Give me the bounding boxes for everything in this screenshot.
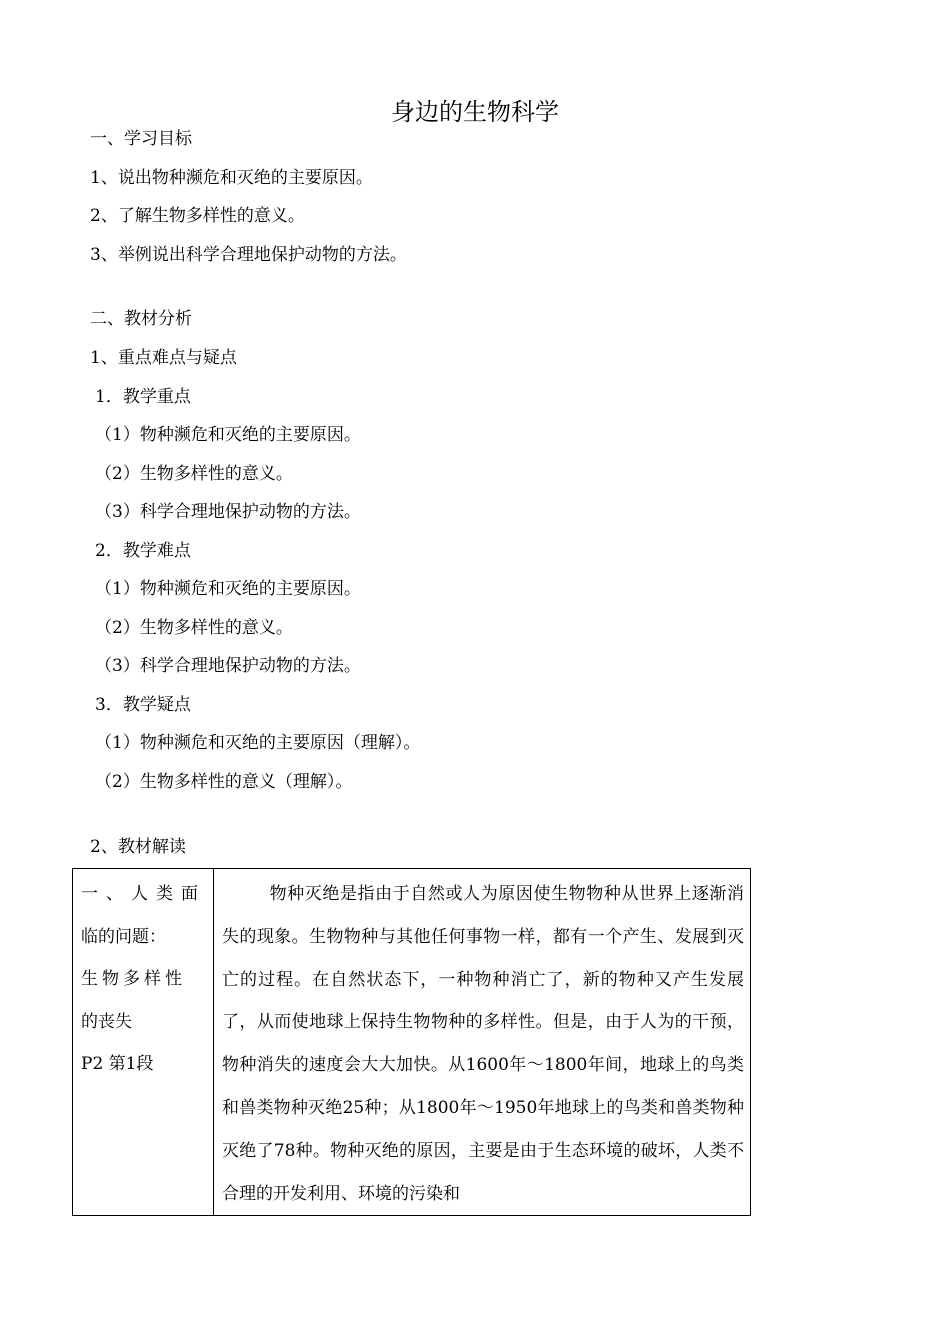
topic-line: P2 第1段 [81, 1054, 154, 1074]
objective-item: 3、举例说出科学合理地保护动物的方法。 [90, 245, 407, 265]
key-point-item: （1）物种濒危和灭绝的主要原因。 [95, 425, 361, 445]
topic-line: 一、人类面 [81, 884, 206, 904]
section-heading-objectives: 一、学习目标 [90, 129, 192, 149]
objective-item: 1、说出物种濒危和灭绝的主要原因。 [90, 168, 373, 188]
difficulties-heading: 2．教学难点 [95, 541, 191, 561]
reading-heading: 2、教材解读 [90, 837, 186, 857]
difficulty-item: （2）生物多样性的意义。 [95, 618, 293, 638]
difficulty-item: （3）科学合理地保护动物的方法。 [95, 656, 361, 676]
topic-line: 生物多样性 [81, 969, 186, 989]
difficulty-item: （1）物种濒危和灭绝的主要原因。 [95, 579, 361, 599]
objective-item: 2、了解生物多样性的意义。 [90, 206, 305, 226]
table-content-cell: 物种灭绝是指由于自然或人为原因使生物物种从世界上逐渐消失的现象。生物物种与其他任何事物一样，都有一个产生、发展到灭亡的过程。在自然状态下，一种物种消亡了，新的物种又产生发展了，从而使地球上保持生物物种的多样性。但是，由于人为的干预，物种消失的速度会大大加快。从1600年～1800年间，地球上的鸟类和兽类物种灭绝25种；从1800年～1950年地球上的鸟类和兽类物种灭绝了78种。物种灭绝的原因，主要是由于生态环境的破坏，人类不合理的开发利用、环境的污染和 [214, 869, 751, 1216]
doubt-item: （1）物种濒危和灭绝的主要原因（理解）。 [95, 733, 421, 753]
topic-line: 临的问题： [81, 926, 166, 947]
document-title: 身边的生物科学 [391, 98, 559, 126]
section-heading-analysis: 二、教材分析 [90, 309, 192, 329]
doubts-heading: 3．教学疑点 [95, 695, 191, 715]
doubt-item: （2）生物多样性的意义（理解）。 [95, 772, 353, 792]
table-row [73, 869, 751, 1216]
subheading-key-difficult-points: 1、重点难点与疑点 [90, 348, 237, 368]
key-points-heading: 1．教学重点 [95, 387, 191, 407]
key-point-item: （3）科学合理地保护动物的方法。 [95, 502, 361, 522]
topic-line: 的丧失 [81, 1011, 132, 1032]
key-point-item: （2）生物多样性的意义。 [95, 464, 293, 484]
table-topic-cell [73, 869, 214, 1216]
textbook-reading-table [72, 868, 751, 1216]
